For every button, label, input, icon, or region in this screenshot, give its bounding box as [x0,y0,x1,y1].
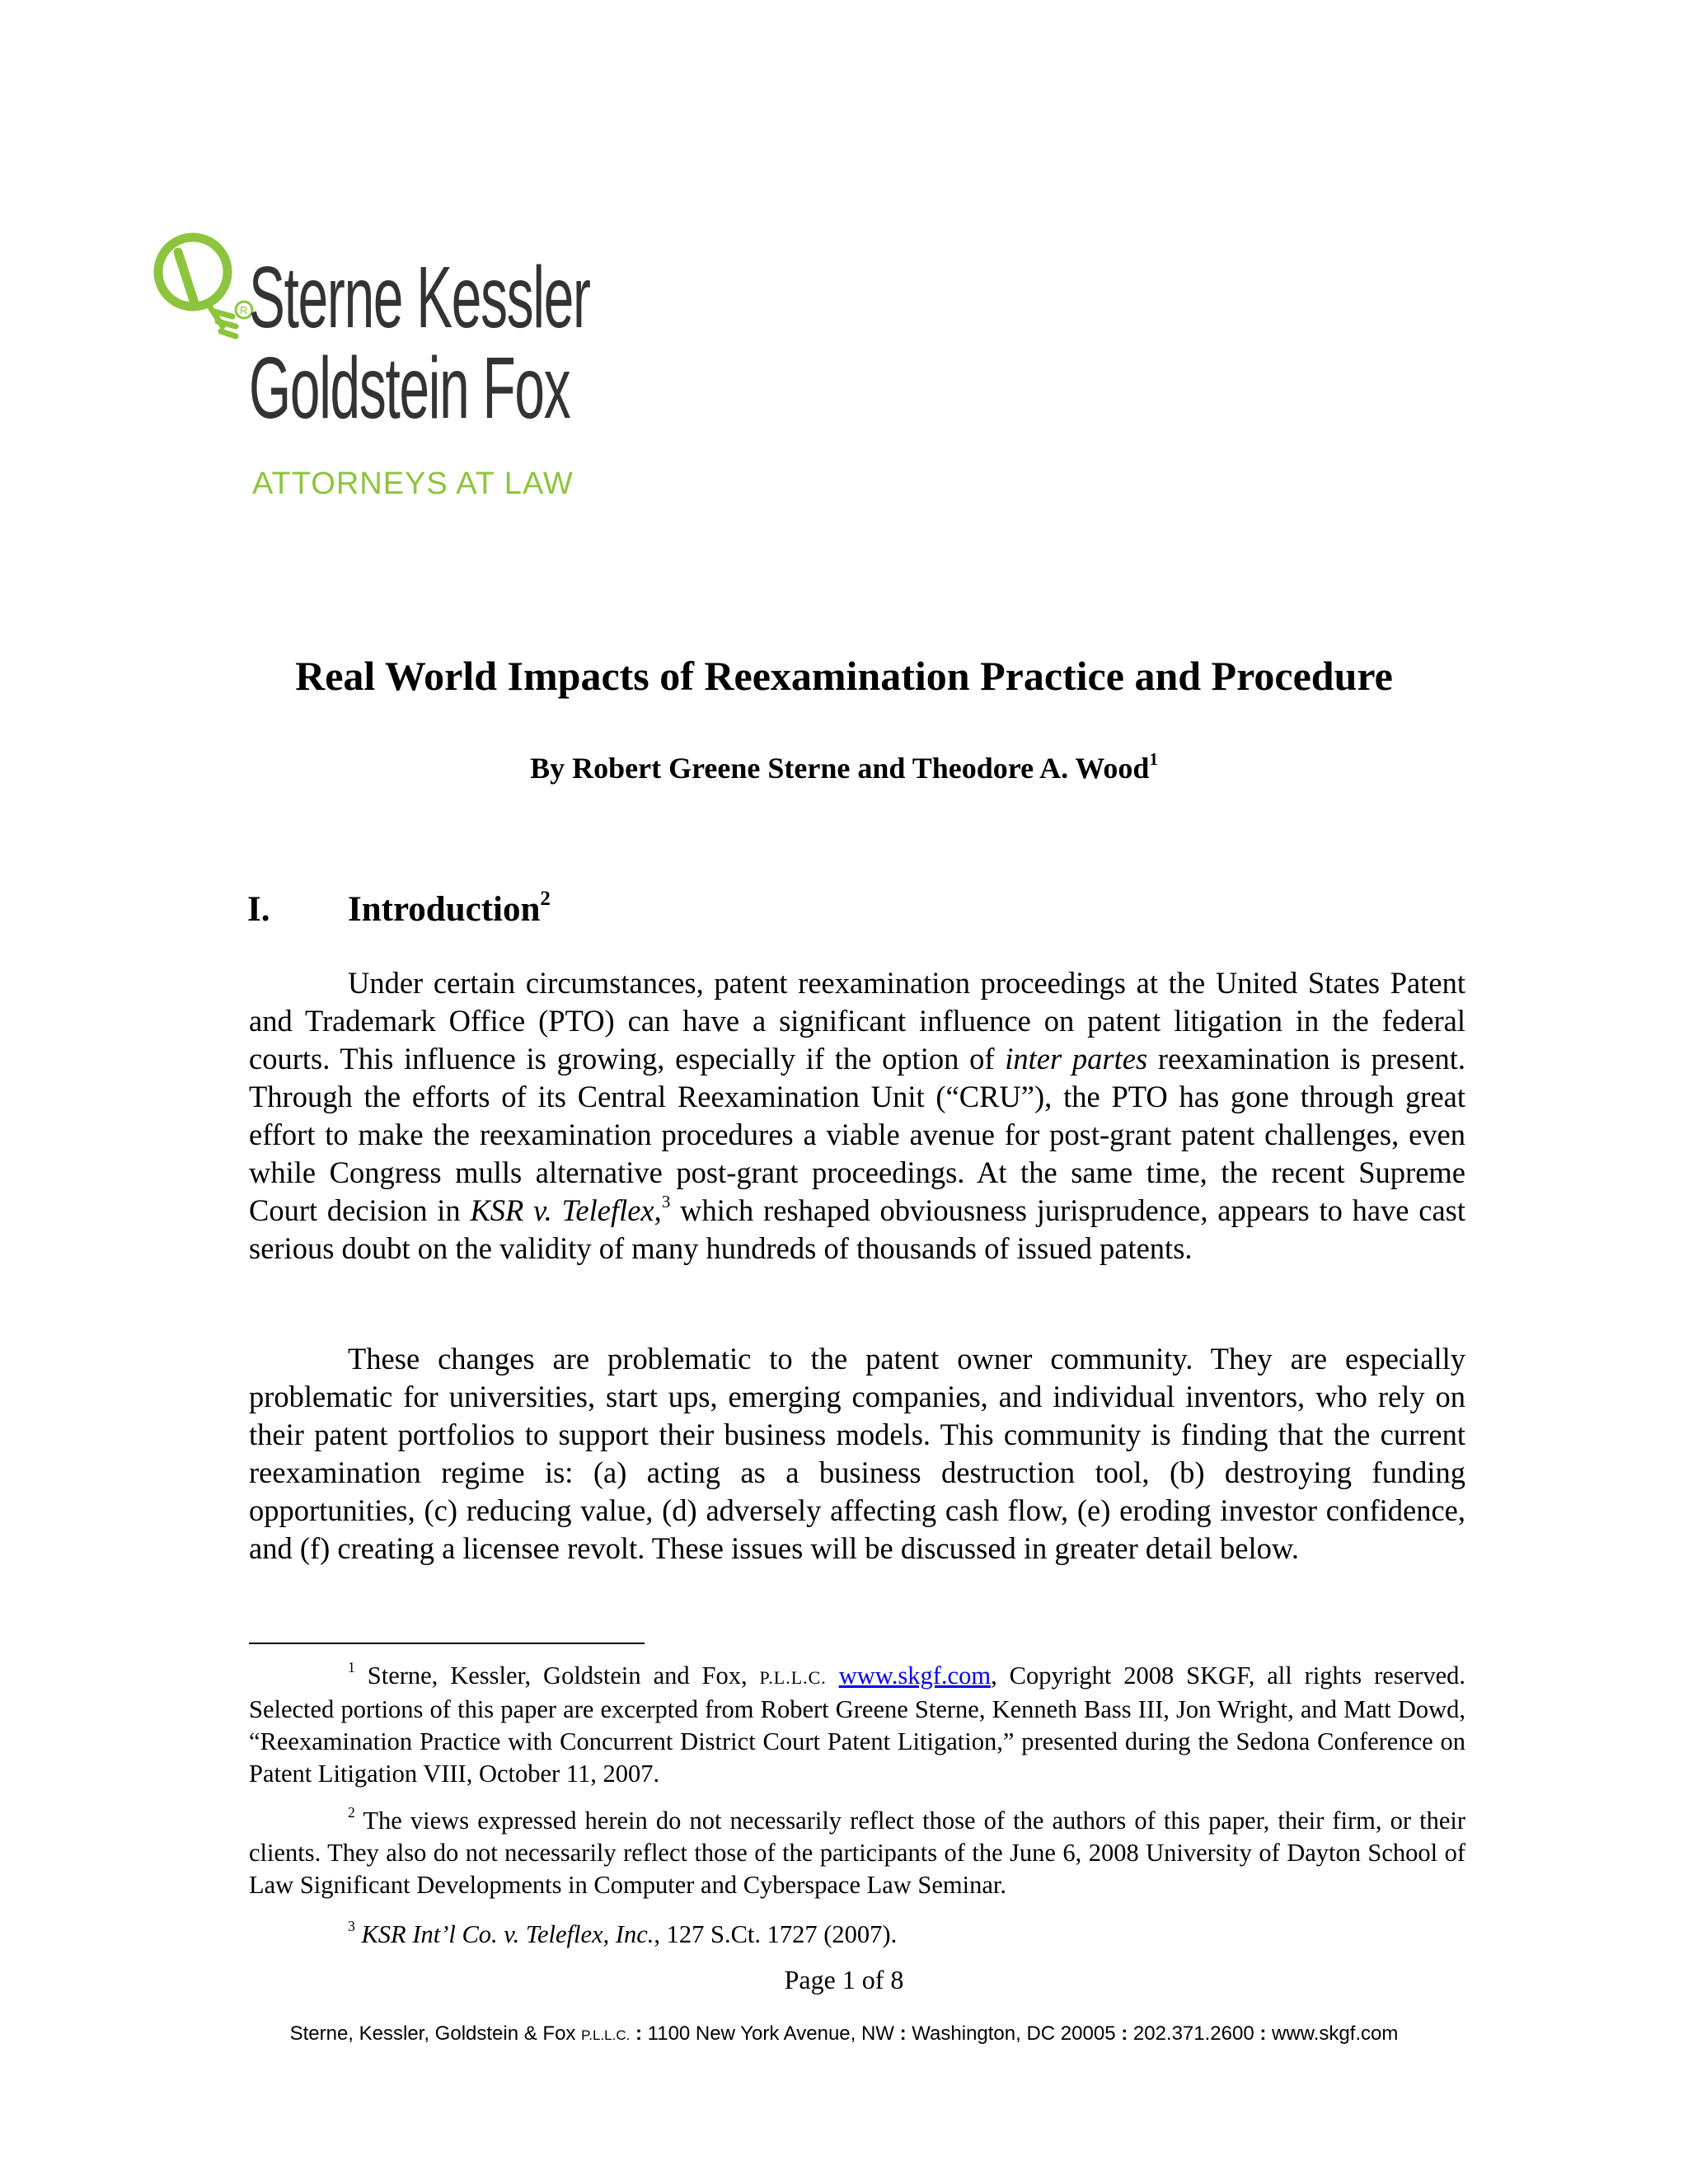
footnote-1-pllc: P.L.L.C. [759,1667,827,1688]
footer-separator: : [1115,2022,1133,2045]
footer-separator: : [630,2022,648,2045]
footer-city: Washington, DC 20005 [912,2022,1116,2045]
footer-separator: : [1254,2022,1273,2045]
byline-authors: By Robert Greene Sterne and Theodore A. Wood [530,752,1150,785]
footnote-2-number: 2 [348,1804,355,1821]
section-title: Introduction [348,890,541,929]
paragraph-1-part4: which reshaped obviousness jurisprudence, appears to have cast serious doubt on the validity of many hundreds of thousands of issued patents. [249,1193,1466,1265]
footnote-ref-3: 3 [661,1191,671,1212]
paragraph-1-part2: reexamination is present. Through the efforts of its Central Reexamination Unit (“CRU”), the PTO has gone through great effort to make the reexamination procedures a viable avenue for post-grant patent challenges, even while Congress mulls alternative post-grant proceedings. At the same time, the recent Supreme Court decision in [249,1042,1465,1227]
paragraph-1-italic1: inter partes [1005,1042,1148,1076]
footnote-ref-1: 1 [1149,748,1158,769]
footer-separator: : [893,2022,912,2045]
footnote-separator [249,1643,645,1644]
footnote-3-case-name: KSR Int’l Co. v. Teleflex, Inc. [361,1920,654,1948]
footer-firm: Sterne, Kessler, Goldstein & Fox [289,2022,582,2045]
footnote-1-number: 1 [348,1659,355,1676]
paragraph-2: These changes are problematic to the patent owner community. They are especially problematic for universities, start ups, emerging companies, and individual inventors, who rely on their patent portfolios to support their business models. This community is finding that the current reexamination regime is: (a) acting as a business destruction tool, (b) destroying funding opportunities, (c) reducing value, (d) adversely affecting cash flow, (e) eroding investor confidence, and (f) creating a licensee revolt. These issues will be discussed in greater detail below. [249,1342,1465,1565]
firm-website-link[interactable]: www.skgf.com [838,1661,992,1690]
lightbulb-logo-icon [147,227,254,351]
footnote-3-text: , 127 S.Ct. 1727 (2007). [654,1920,898,1948]
logo-name-line2: Goldstein Fox [249,340,570,437]
document-title: Real World Impacts of Reexamination Practice and Procedure [295,653,1393,699]
page-number: Page 1 of 8 [784,1965,904,1994]
firm-logo [147,224,608,504]
page-footer [0,2021,1688,2049]
footnote-3 [249,1919,1465,1951]
paragraph-1 [249,964,1465,1268]
section-heading [247,888,551,931]
footer-website[interactable]: www.skgf.com [1272,2022,1399,2045]
footnote-2-text: The views expressed herein do not necessarily reflect those of the authors of this paper, their firm, or their clients. They also do not necessarily reflect those of the participants of the June 6, 2008 University of Dayton School of Law Significant Developments in Computer and Cyberspace Law Seminar. [249,1807,1465,1899]
footnote-ref-2: 2 [540,887,551,910]
logo-tagline: ATTORNEYS AT LAW [252,466,574,501]
paragraph-1-part1: Under certain circumstances, patent reexamination proceedings at the United States Patent and Trademark Office (PTO) can have a significant influence on patent litigation in the federal courts. This influence is growing, especially if the option of [249,966,1465,1076]
footnote-1 [249,1660,1465,1790]
byline [0,750,1688,786]
footer-firm-suffix: P.L.L.C. [581,2027,631,2043]
paragraph-1-part3: , [654,1193,662,1227]
footer-phone: 202.371.2600 [1132,2022,1254,2045]
section-number: I. [247,890,270,929]
footnote-1-part2: , Copyright 2008 SKGF, all rights reserved. Selected portions of this paper are excerpted from Robert Greene Sterne, Kenneth Bass III, Jon Wright, and Matt Dowd, “Reexamination Practice with Concurrent District Court Patent Litigation,” presented during the Sedona Conference on Patent Litigation VIII, October 11, 2007. [249,1661,1465,1788]
svg-text:R: R [240,304,248,316]
footnote-2 [249,1805,1465,1901]
footnote-1-part1: Sterne, Kessler, Goldstein and Fox, [354,1661,760,1690]
logo-name-line1: Sterne Kessler [249,249,590,346]
footnote-3-number: 3 [348,1918,355,1935]
footer-address: 1100 New York Avenue, NW [647,2022,894,2045]
paragraph-1-italic2: KSR v. Teleflex [470,1193,654,1227]
